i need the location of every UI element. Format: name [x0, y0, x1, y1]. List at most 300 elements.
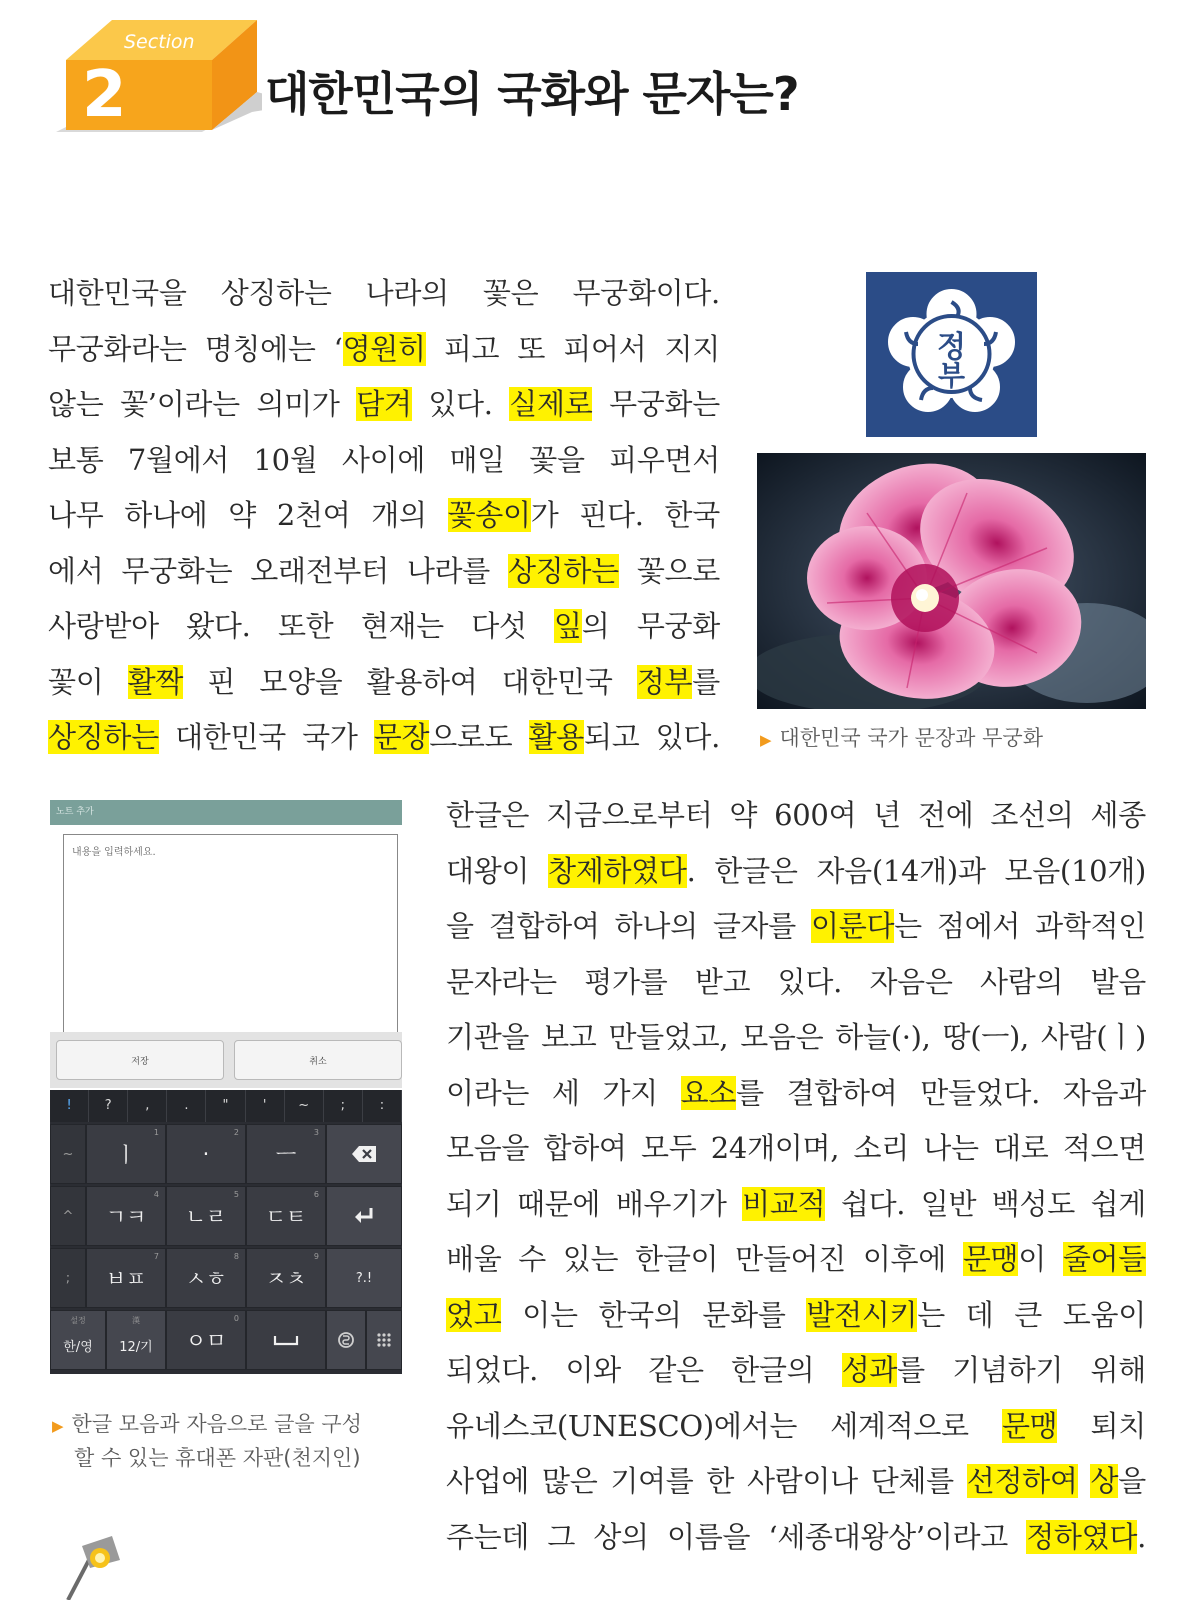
word	[120, 377, 240, 433]
word	[609, 433, 720, 489]
highlighted-term: 영원히	[342, 331, 426, 366]
word	[256, 377, 339, 433]
text-run: 왔다.	[186, 609, 251, 643]
highlighted-term: 었고	[446, 1297, 502, 1332]
note-textarea[interactable]	[63, 834, 398, 1034]
word	[502, 655, 613, 711]
text-line	[446, 1177, 1146, 1233]
symbol-key[interactable]: "	[206, 1090, 245, 1122]
word	[449, 433, 504, 489]
word	[302, 710, 357, 766]
word	[579, 488, 643, 544]
text-run: 피어서	[563, 331, 647, 366]
text-run: 이라는	[446, 1075, 530, 1110]
word	[842, 1343, 925, 1399]
word	[641, 1121, 696, 1177]
highlighted-term: 문맹	[1001, 1408, 1058, 1443]
text-run: 피우면서	[609, 442, 720, 477]
text-run: 개의	[371, 498, 427, 532]
section-number: 2	[82, 58, 127, 132]
key-ieung[interactable]	[166, 1310, 246, 1370]
word	[221, 266, 332, 322]
key-number: 6	[313, 1190, 319, 1199]
highlighted-term: 비교적	[742, 1186, 826, 1221]
text-run: ‘세종대왕상’이라고	[768, 1519, 1008, 1554]
key-number: 4	[153, 1190, 159, 1199]
text-run: .	[686, 853, 696, 888]
text-run: 또	[517, 331, 546, 366]
word	[963, 1232, 1046, 1288]
key-label: ㅅㅎ	[185, 1267, 227, 1291]
text-run: 대왕이	[446, 853, 530, 888]
highlighted-term: 활짝	[127, 664, 184, 699]
key-jieut[interactable]	[246, 1248, 326, 1308]
word	[277, 488, 351, 544]
key-nieun[interactable]	[166, 1186, 246, 1246]
text-run: 있다.	[428, 387, 493, 421]
word	[518, 1232, 546, 1288]
highlighted-term: 정부	[636, 664, 693, 699]
word	[918, 788, 973, 844]
word	[980, 955, 1063, 1011]
text-run: 받고	[694, 964, 751, 999]
highlighted-term: 발전시키	[806, 1297, 918, 1332]
text-run: 사람의	[980, 964, 1064, 999]
word	[966, 1288, 994, 1344]
key-bieup[interactable]	[86, 1248, 166, 1308]
text-run: 가	[530, 498, 559, 532]
word	[254, 433, 318, 489]
text-run: 한글은	[714, 853, 798, 888]
text-line	[446, 1066, 1146, 1122]
text-line	[48, 488, 720, 544]
space-icon	[273, 1334, 299, 1346]
text-line	[48, 655, 720, 711]
key-label: ㅈㅊ	[265, 1267, 307, 1291]
language-key[interactable]	[50, 1310, 106, 1370]
text-run: 사랑받아	[48, 609, 159, 643]
word	[541, 1010, 596, 1066]
word	[448, 488, 559, 544]
text-run: 결합하여	[488, 909, 600, 943]
word	[446, 844, 529, 900]
text-line	[446, 1288, 1146, 1344]
word	[446, 1177, 501, 1233]
text-run: 한국의	[598, 1297, 682, 1332]
section-label: Section	[124, 31, 195, 53]
text-run: .	[1137, 1519, 1146, 1554]
text-run: 또한	[277, 609, 334, 643]
key-vowel-i[interactable]	[86, 1124, 166, 1184]
symbol-key[interactable]: !	[50, 1090, 89, 1122]
text-run: 를	[736, 1075, 764, 1110]
word	[1091, 1399, 1146, 1455]
space-key[interactable]	[246, 1310, 326, 1370]
text-run: 모음은	[740, 1020, 824, 1054]
word	[259, 655, 342, 711]
word	[598, 1288, 681, 1344]
key-tilde[interactable]: ~	[50, 1124, 86, 1184]
highlighted-term: 줄어들	[1062, 1242, 1146, 1276]
word	[565, 1343, 620, 1399]
caption-line-1	[52, 1408, 362, 1442]
text-run: 무궁화	[636, 609, 720, 643]
text-run: 도움이	[1062, 1297, 1146, 1332]
symbol-key[interactable]: ,	[128, 1090, 167, 1122]
key-label: ㄴㄹ	[185, 1205, 227, 1229]
text-run: 무궁화는	[121, 553, 233, 588]
text-run: 보고	[541, 1020, 597, 1054]
symbol-key[interactable]: :	[363, 1090, 402, 1122]
highlighted-term: 선정하여	[966, 1464, 1078, 1498]
text-run: 위해	[1090, 1353, 1146, 1387]
word	[1091, 788, 1146, 844]
text-run: 지금으로부터	[546, 798, 713, 832]
symbol-key[interactable]: ~	[285, 1090, 324, 1122]
symbol-key[interactable]: .	[167, 1090, 206, 1122]
word	[356, 377, 411, 433]
highlighted-term: 꽃송이	[447, 498, 531, 532]
text-run: 보통	[48, 442, 104, 477]
text-run: 한글의	[731, 1353, 815, 1387]
word	[563, 1232, 618, 1288]
text-line	[446, 899, 1146, 955]
text-run: 대한민국	[501, 664, 613, 699]
key-caret[interactable]: ^	[50, 1186, 86, 1246]
key-sublabel: 설정	[70, 1316, 86, 1325]
section-badge	[52, 12, 262, 137]
backspace-icon	[351, 1145, 377, 1163]
key-digeut[interactable]	[246, 1186, 326, 1246]
cancel-button[interactable]: 취소	[234, 1040, 402, 1080]
enter-key[interactable]	[326, 1186, 402, 1246]
word	[48, 433, 103, 489]
text-run: 하늘(·),	[835, 1020, 931, 1054]
word	[648, 1343, 703, 1399]
word	[1041, 1010, 1146, 1066]
symbol-key[interactable]: '	[246, 1090, 285, 1122]
word	[816, 844, 985, 900]
word	[615, 899, 698, 955]
text-run: 한글이	[635, 1242, 719, 1276]
text-run: 되기	[446, 1186, 502, 1221]
key-siot[interactable]	[166, 1248, 246, 1308]
word	[835, 1010, 930, 1066]
word	[186, 599, 250, 655]
word	[529, 710, 640, 766]
word	[446, 1121, 529, 1177]
text-run: 국가	[302, 720, 358, 754]
highlighted-term: 요소	[680, 1075, 737, 1110]
caption-arrow-icon: ▶	[760, 731, 772, 749]
word	[811, 899, 922, 955]
word	[667, 1510, 750, 1566]
text-run: 의	[581, 609, 610, 643]
text-run: 상징하는	[220, 276, 332, 310]
text-run: 사람(ㅣ)	[1040, 1020, 1146, 1054]
word	[656, 710, 720, 766]
word	[664, 322, 719, 378]
text-run: 을	[1118, 1464, 1146, 1498]
word	[854, 1121, 909, 1177]
word	[367, 655, 478, 711]
text-line	[48, 377, 720, 433]
text-line	[446, 1010, 1146, 1066]
highlighted-term: 이룬다	[811, 909, 895, 943]
caption-line-2: 할 수 있는 휴대폰 자판(천지인)	[74, 1446, 361, 1470]
grid-menu-key[interactable]	[366, 1310, 402, 1370]
text-run: 있다.	[655, 720, 720, 754]
text-run: 사이에	[341, 442, 426, 477]
text-run: ‘	[333, 331, 343, 366]
word	[863, 1232, 946, 1288]
word	[1014, 1288, 1042, 1344]
word	[544, 1121, 627, 1177]
word	[1091, 1343, 1146, 1399]
enter-icon	[353, 1206, 375, 1226]
text-line	[446, 1343, 1146, 1399]
word	[609, 377, 720, 433]
text-run: 사업에	[446, 1464, 530, 1498]
text-run: 꽃이	[48, 664, 104, 699]
paragraph-hibiscus	[48, 266, 720, 766]
text-run: 대한민국	[175, 720, 286, 754]
word	[548, 844, 696, 900]
text-run: 만들었고,	[608, 1020, 729, 1054]
word	[873, 788, 901, 844]
word	[446, 1454, 529, 1510]
key-grid	[50, 1124, 402, 1372]
key-label: 12/기	[119, 1339, 153, 1355]
text-run: 무궁화라는	[48, 331, 187, 366]
phone-keyboard-screenshot	[50, 800, 402, 1374]
text-run: 소리	[853, 1131, 909, 1165]
highlighted-term: 잎	[554, 609, 582, 643]
text-run: 않는	[48, 387, 104, 421]
word	[711, 1121, 839, 1177]
word	[128, 655, 183, 711]
word	[483, 266, 538, 322]
key-label: ㅂㅍ	[105, 1267, 147, 1291]
word	[637, 544, 720, 600]
word	[446, 1288, 501, 1344]
text-run: 사람이나	[746, 1464, 858, 1498]
highlighted-term: 문맹	[962, 1242, 1019, 1276]
emblem-char-bottom: 부	[937, 359, 966, 392]
rotate-key[interactable]	[326, 1310, 366, 1370]
word	[1091, 955, 1146, 1011]
text-run: 약	[228, 498, 256, 532]
backspace-key[interactable]	[326, 1124, 402, 1184]
text-run: 되었다.	[446, 1353, 539, 1387]
caption-arrow-icon: ▶	[52, 1417, 64, 1435]
text-run: 2천여	[276, 498, 351, 532]
word	[937, 899, 1020, 955]
text-run: 일반	[920, 1186, 977, 1221]
hibiscus-photo	[757, 453, 1146, 709]
text-line	[48, 599, 720, 655]
word	[371, 488, 426, 544]
text-run: 24개이며,	[710, 1131, 840, 1165]
word	[48, 266, 187, 322]
text-run: 많은	[542, 1464, 598, 1498]
key-semicolon[interactable]: ;	[50, 1248, 86, 1308]
text-run: 세종	[1090, 798, 1146, 832]
word	[768, 1510, 1008, 1566]
text-line	[446, 844, 1146, 900]
page-title: 대한민국의 국화와 문자는?	[265, 67, 799, 121]
word	[444, 322, 499, 378]
word	[735, 1232, 846, 1288]
text-run: 이와	[565, 1353, 621, 1387]
text-run: 한글은	[446, 798, 530, 832]
word	[366, 266, 449, 322]
caption-phone-keyboard	[52, 1408, 362, 1474]
text-run: 전에	[917, 798, 974, 832]
word	[602, 1066, 657, 1122]
text-run: 상의	[593, 1519, 649, 1554]
word	[48, 655, 103, 711]
word	[342, 433, 425, 489]
text-run: 7월에서	[127, 442, 230, 477]
text-run: 백성도	[991, 1186, 1075, 1221]
save-button[interactable]: 저장	[56, 1040, 224, 1080]
text-run: 에서	[48, 553, 104, 588]
text-run: 그	[547, 1519, 576, 1554]
highlighted-term: 상	[1090, 1464, 1119, 1498]
text-run: 꽃은	[482, 276, 539, 310]
word	[278, 599, 333, 655]
symbol-key[interactable]: ?	[89, 1090, 128, 1122]
key-number: 7	[153, 1252, 159, 1261]
text-run: 가지	[602, 1075, 658, 1110]
word	[446, 899, 474, 955]
word	[747, 1454, 858, 1510]
text-run: 배울	[446, 1242, 502, 1276]
word	[637, 655, 720, 711]
word	[1035, 899, 1146, 955]
text-run: 발음	[1090, 964, 1146, 999]
text-line	[446, 1232, 1146, 1288]
word	[124, 488, 207, 544]
text-run: 쉽다.	[840, 1186, 906, 1221]
word	[48, 710, 159, 766]
note-title-bar: 노트 추가	[50, 800, 402, 825]
note-actions	[50, 1032, 402, 1088]
word	[517, 322, 545, 378]
text-run: 합하여	[543, 1131, 627, 1165]
highlighted-term: 실제로	[509, 387, 593, 421]
text-line	[446, 1121, 1146, 1177]
key-label: ㅇㅁ	[185, 1329, 227, 1353]
text-line	[446, 1510, 1146, 1566]
word	[920, 1066, 1040, 1122]
word	[1063, 1121, 1146, 1177]
text-run: 자음(14개)과	[816, 853, 986, 888]
word	[175, 710, 286, 766]
text-run: 나라의	[365, 276, 449, 310]
text-run: 꽃’이라는	[120, 387, 240, 421]
text-line	[446, 788, 1146, 844]
paragraph-hangul	[446, 788, 1146, 1565]
text-run: 같은	[648, 1353, 704, 1387]
highlighted-term: 창제하였다	[548, 853, 687, 888]
word	[552, 1066, 580, 1122]
text-run: 기여를	[610, 1464, 694, 1498]
text-line	[48, 322, 720, 378]
key-label: ㅡ	[275, 1143, 297, 1167]
highlighted-term: 문장	[373, 720, 430, 754]
keyboard	[50, 1090, 402, 1374]
key-number: 5	[233, 1190, 239, 1199]
highlighted-term: 활용	[528, 720, 584, 754]
text-run: 유네스코(UNESCO)에서는	[446, 1408, 798, 1443]
key-vowel-eu[interactable]	[246, 1124, 326, 1184]
word	[993, 1121, 1048, 1177]
text-run: 단체를	[870, 1464, 954, 1498]
word	[563, 322, 646, 378]
word	[522, 1288, 577, 1344]
word	[446, 788, 529, 844]
word	[207, 655, 235, 711]
text-run: 있는	[562, 1242, 619, 1276]
key-number: 8	[233, 1252, 239, 1261]
word	[695, 955, 750, 1011]
word	[706, 1454, 734, 1510]
word	[374, 710, 513, 766]
punctuation-key[interactable]: ?.!	[326, 1248, 402, 1308]
text-run: 한	[706, 1464, 735, 1498]
text-run: 하나에	[124, 498, 208, 532]
key-giyeok[interactable]	[86, 1186, 166, 1246]
word	[616, 1177, 727, 1233]
symbol-key[interactable]: ;	[324, 1090, 363, 1122]
text-run: 한국	[664, 498, 720, 532]
refresh-icon	[337, 1331, 355, 1349]
text-line	[446, 1454, 1146, 1510]
word	[509, 377, 592, 433]
caption-emblem-hibiscus	[760, 722, 1043, 756]
text-run: 수	[518, 1242, 546, 1276]
word	[742, 1177, 825, 1233]
text-run: 배우기가	[615, 1186, 727, 1221]
text-run: 피고	[443, 331, 500, 366]
word	[128, 433, 229, 489]
text-run: 10월	[253, 442, 318, 477]
text-run: 때문에	[517, 1186, 601, 1221]
word	[923, 1121, 978, 1177]
word	[446, 1010, 529, 1066]
word	[841, 1177, 905, 1233]
word	[517, 1177, 600, 1233]
key-vowel-dot[interactable]	[166, 1124, 246, 1184]
word	[593, 1510, 648, 1566]
mode-key[interactable]	[106, 1310, 166, 1370]
caption-text: 한글 모음과 자음으로 글을 구성	[71, 1412, 362, 1436]
word	[489, 899, 600, 955]
text-run: 점에서	[936, 909, 1021, 943]
text-run: 있다.	[777, 964, 843, 999]
word	[584, 955, 667, 1011]
word	[729, 788, 757, 844]
word	[547, 1510, 575, 1566]
text-run: 이	[1018, 1242, 1046, 1276]
word	[830, 1399, 969, 1455]
text-run: 다섯	[471, 609, 527, 643]
word	[48, 377, 103, 433]
government-emblem	[866, 272, 1037, 437]
word	[664, 488, 719, 544]
